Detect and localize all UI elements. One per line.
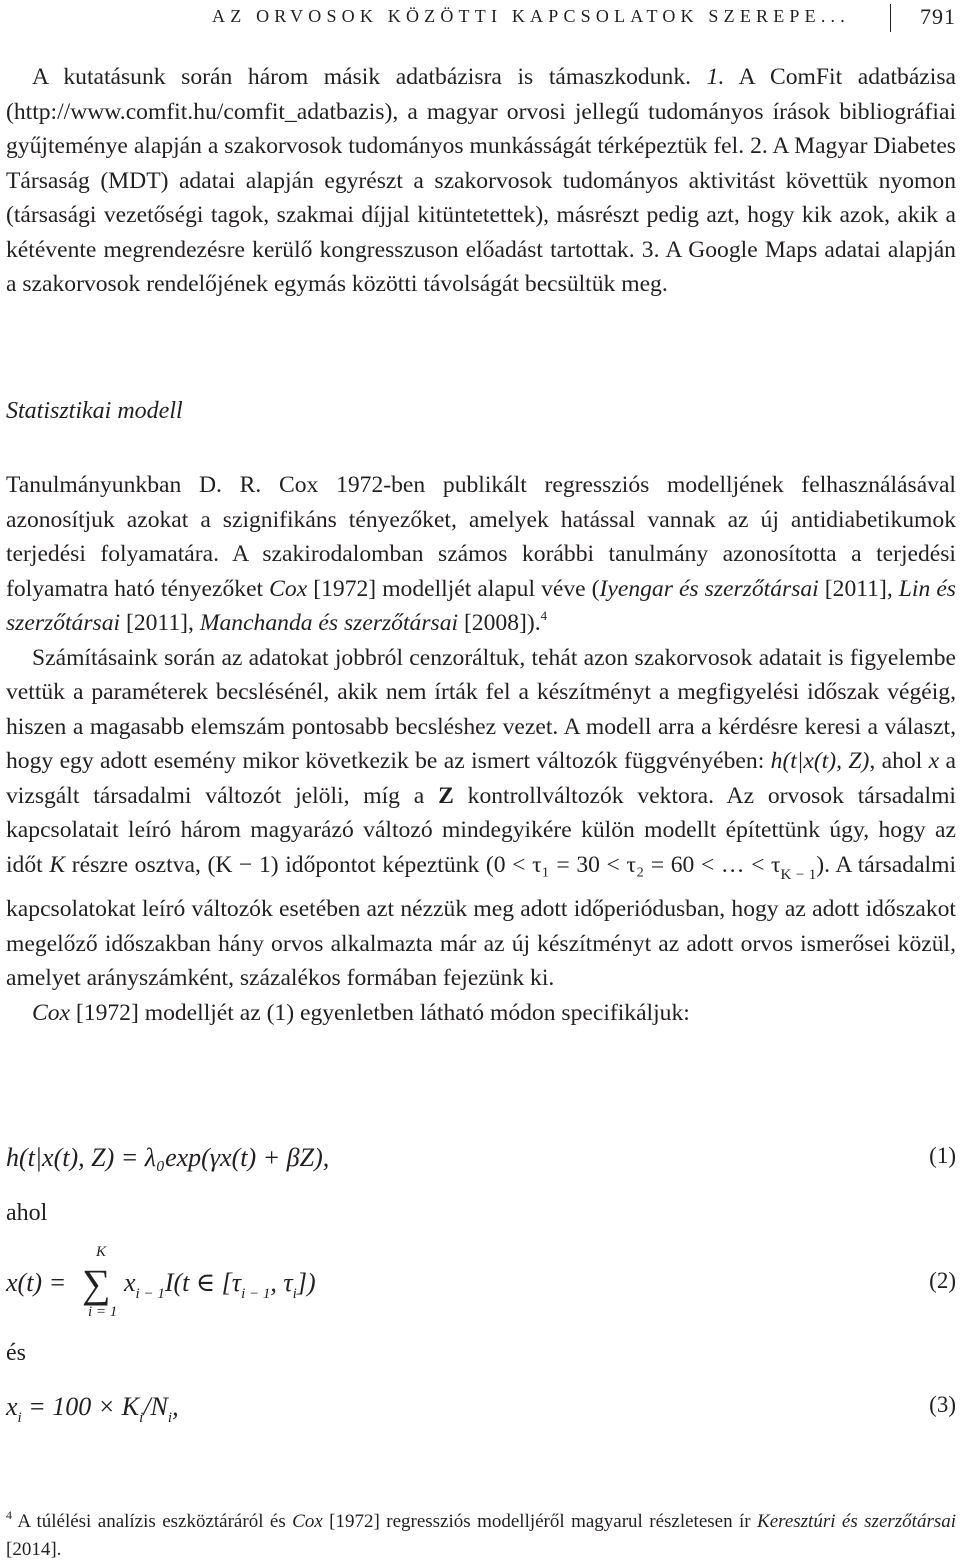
cite-iyengar: Iyengar és szerzőtársai [599, 575, 819, 602]
eq2-tau-sub1: i − 1 [241, 1286, 271, 1302]
intro-sentence-2: A ComFit adatbázisa (http://www.comfit.hu/comfit_adatbazis), a magyar orvosi jellegű tudományos írások bibliográfiai gyűjteménye alapján a szakorvosok tudományos munkásságát térképeztük fel. [6, 64, 956, 159]
footnote-cite-cox: Cox [292, 1511, 323, 1532]
cite-cox: Cox [269, 575, 308, 602]
intro-number-2: 2. [750, 133, 768, 159]
sum-lower-limit: i = 1 [88, 1304, 118, 1320]
running-head [170, 4, 954, 34]
equation-1 [6, 1143, 956, 1173]
eq2-x-sub: i − 1 [135, 1286, 165, 1302]
para2-text-d: [2011], [125, 610, 194, 636]
para3-text-f: ). A társadalmi kapcsolatokat leíró változók esetében azt nézzük meg adott időperiódusban, hogy az adott időszakot megelőző időszakban hány orvos alkalmazta már az új készítményt az adott orvos ismerősei közül, amelyet arányszámként, százalékos formában fejezünk ki. [6, 851, 957, 991]
hazard-expression: h(t|x(t), Z) [770, 748, 870, 774]
footnote-reference[interactable]: 4 [540, 608, 548, 623]
equation-2-rhs [124, 1268, 316, 1303]
paragraph-specification [6, 996, 956, 1031]
sum-upper-limit: K [96, 1244, 107, 1260]
para2-text-a: Tanulmányunkban D. R. Cox 1972-ben publikált regressziós modelljének felhasználásával azonosítjuk azokat a szignifikáns tényezőket, amelyek hatással vannak az új antidiabetikumok terjedési folyamatára. A szakirodalomban számos korábbi tanulmány azonosította a terjedési folyamatra ható tényezőket [6, 472, 956, 602]
intro-sentence-4: A Google Maps adatai alapján a szakorvosok rendelőjének egymás közötti távolságát becsültük meg. [6, 236, 956, 297]
equation-2-lhs: x(t) = [6, 1268, 67, 1297]
footnote-text-b: [1972] regressziós modelljéről magyarul részletesen ír [329, 1511, 751, 1532]
para3-text-c: a vizsgált társadalmi változót jelöli, míg a [6, 748, 957, 809]
para3-text-e: részre osztva, (K − 1) időpontot képeztünk (0 < τ₁ = 30 < τ₂ = 60 < … < τ [71, 851, 781, 878]
word-es: és [6, 1340, 26, 1366]
intro-number-3: 3. [641, 236, 660, 263]
eq3-mid: = 100 × K [28, 1392, 140, 1421]
variable-z: Z [438, 782, 454, 809]
equation-3 [6, 1392, 956, 1427]
footnote-text-a: A túlélési analízis eszköztáráról és [17, 1511, 286, 1532]
model-paragraphs [6, 468, 956, 1030]
sum-symbol: ∑ [82, 1261, 111, 1306]
word-ahol: ahol [6, 1200, 48, 1226]
intro-number-1: 1. [706, 64, 725, 90]
variable-x: x [928, 748, 940, 774]
eq2-tau-sub2: i [292, 1286, 297, 1302]
equation-2 [6, 1244, 956, 1338]
eq2-close: ]) [296, 1268, 316, 1297]
para3-text-d: kontrollváltozók vektora. Az orvosok társadalmi kapcsolatait leíró három magyarázó változó mindegyikére külön modellt építettünk úgy, hogy az időt [6, 782, 956, 878]
paragraph-censoring [6, 641, 956, 996]
equation-2-number: (2) [929, 1268, 956, 1293]
eq3-k-sub: i [139, 1410, 144, 1426]
eq3-comma: , [172, 1392, 179, 1421]
equation-3-body [6, 1392, 179, 1426]
footnote [6, 1508, 956, 1564]
intro-paragraph [6, 60, 956, 302]
intro-sentence-3: A Magyar Diabetes Társaság (MDT) adatai alapján egyrészt a szakorvosok tudományos aktivitást követtük nyomon (társasági vezetőségi tagok, szakmai díjjal kitüntetettek), másrészt pedig azt, hogy kik azok, akik a kétévente megrendezésre kerülő kongresszuson előadást tartottak. [6, 133, 956, 263]
para3-text-b: , ahol [869, 748, 923, 774]
running-head-divider [890, 4, 891, 32]
footnote-mark: 4 [6, 1508, 12, 1522]
section-heading: Statisztikai modell [6, 398, 183, 424]
para4-text: [1972] modelljét az (1) egyenletben látható módon specifikáljuk: [75, 999, 690, 1026]
eq3-n-sub: i [167, 1410, 173, 1426]
running-head-title: AZ ORVOSOK KÖZÖTTI KAPCSOLATOK SZEREPE... [212, 6, 850, 26]
eq3-x: x [6, 1392, 18, 1421]
tau-subscript: K − 1 [780, 866, 817, 883]
para3-text-a: Számításaink során az adatokat jobbról cenzoráltuk, tehát azon szakorvosok adatait is figyelembe vettük a paraméterek becslésénél, akik nem írták fel a készítményt a megfigyelési időszak végéig, hiszen a magasabb elemszám pontosabb becsléshez vezet. A modell arra a kérdésre keresi a választ, hogy egy adott esemény mikor következik be az ismert változók függvényében: [6, 644, 956, 774]
footnote-cite-keresztury: Keresztúri és szerzőtársai [757, 1511, 957, 1532]
intro-sentence-1: A kutatásunk során három másik adatbázisra is támaszkodunk. [32, 64, 692, 90]
para2-text-b: [1972] modelljét alapul véve ( [313, 575, 600, 602]
paragraph-cox-intro [6, 468, 956, 641]
eq2-tau2: , τ [270, 1268, 293, 1297]
page-number: 791 [920, 4, 956, 29]
eq2-x: x [124, 1268, 136, 1297]
eq3-n: /N [143, 1392, 168, 1421]
cite-manchanda: Manchanda és szerzőtársai [199, 610, 459, 636]
para2-text-c: [2011], [824, 575, 893, 602]
equation-1-body: h(t|x(t), Z) = λ₀exp(γx(t) + βZ), [6, 1143, 330, 1172]
cite-cox-2: Cox [32, 999, 71, 1026]
cite-lin: Lin és szerzőtársai [6, 575, 956, 636]
equation-1-number: (1) [929, 1143, 956, 1168]
eq3-x-sub: i [17, 1410, 22, 1426]
eq2-indicator: I(t ∈ [τ [164, 1268, 242, 1297]
variable-k: K [49, 851, 66, 878]
footnote-text-c: [2014]. [6, 1539, 62, 1560]
para2-text-e: [2008]). [463, 610, 541, 636]
equation-3-number: (3) [929, 1392, 956, 1417]
